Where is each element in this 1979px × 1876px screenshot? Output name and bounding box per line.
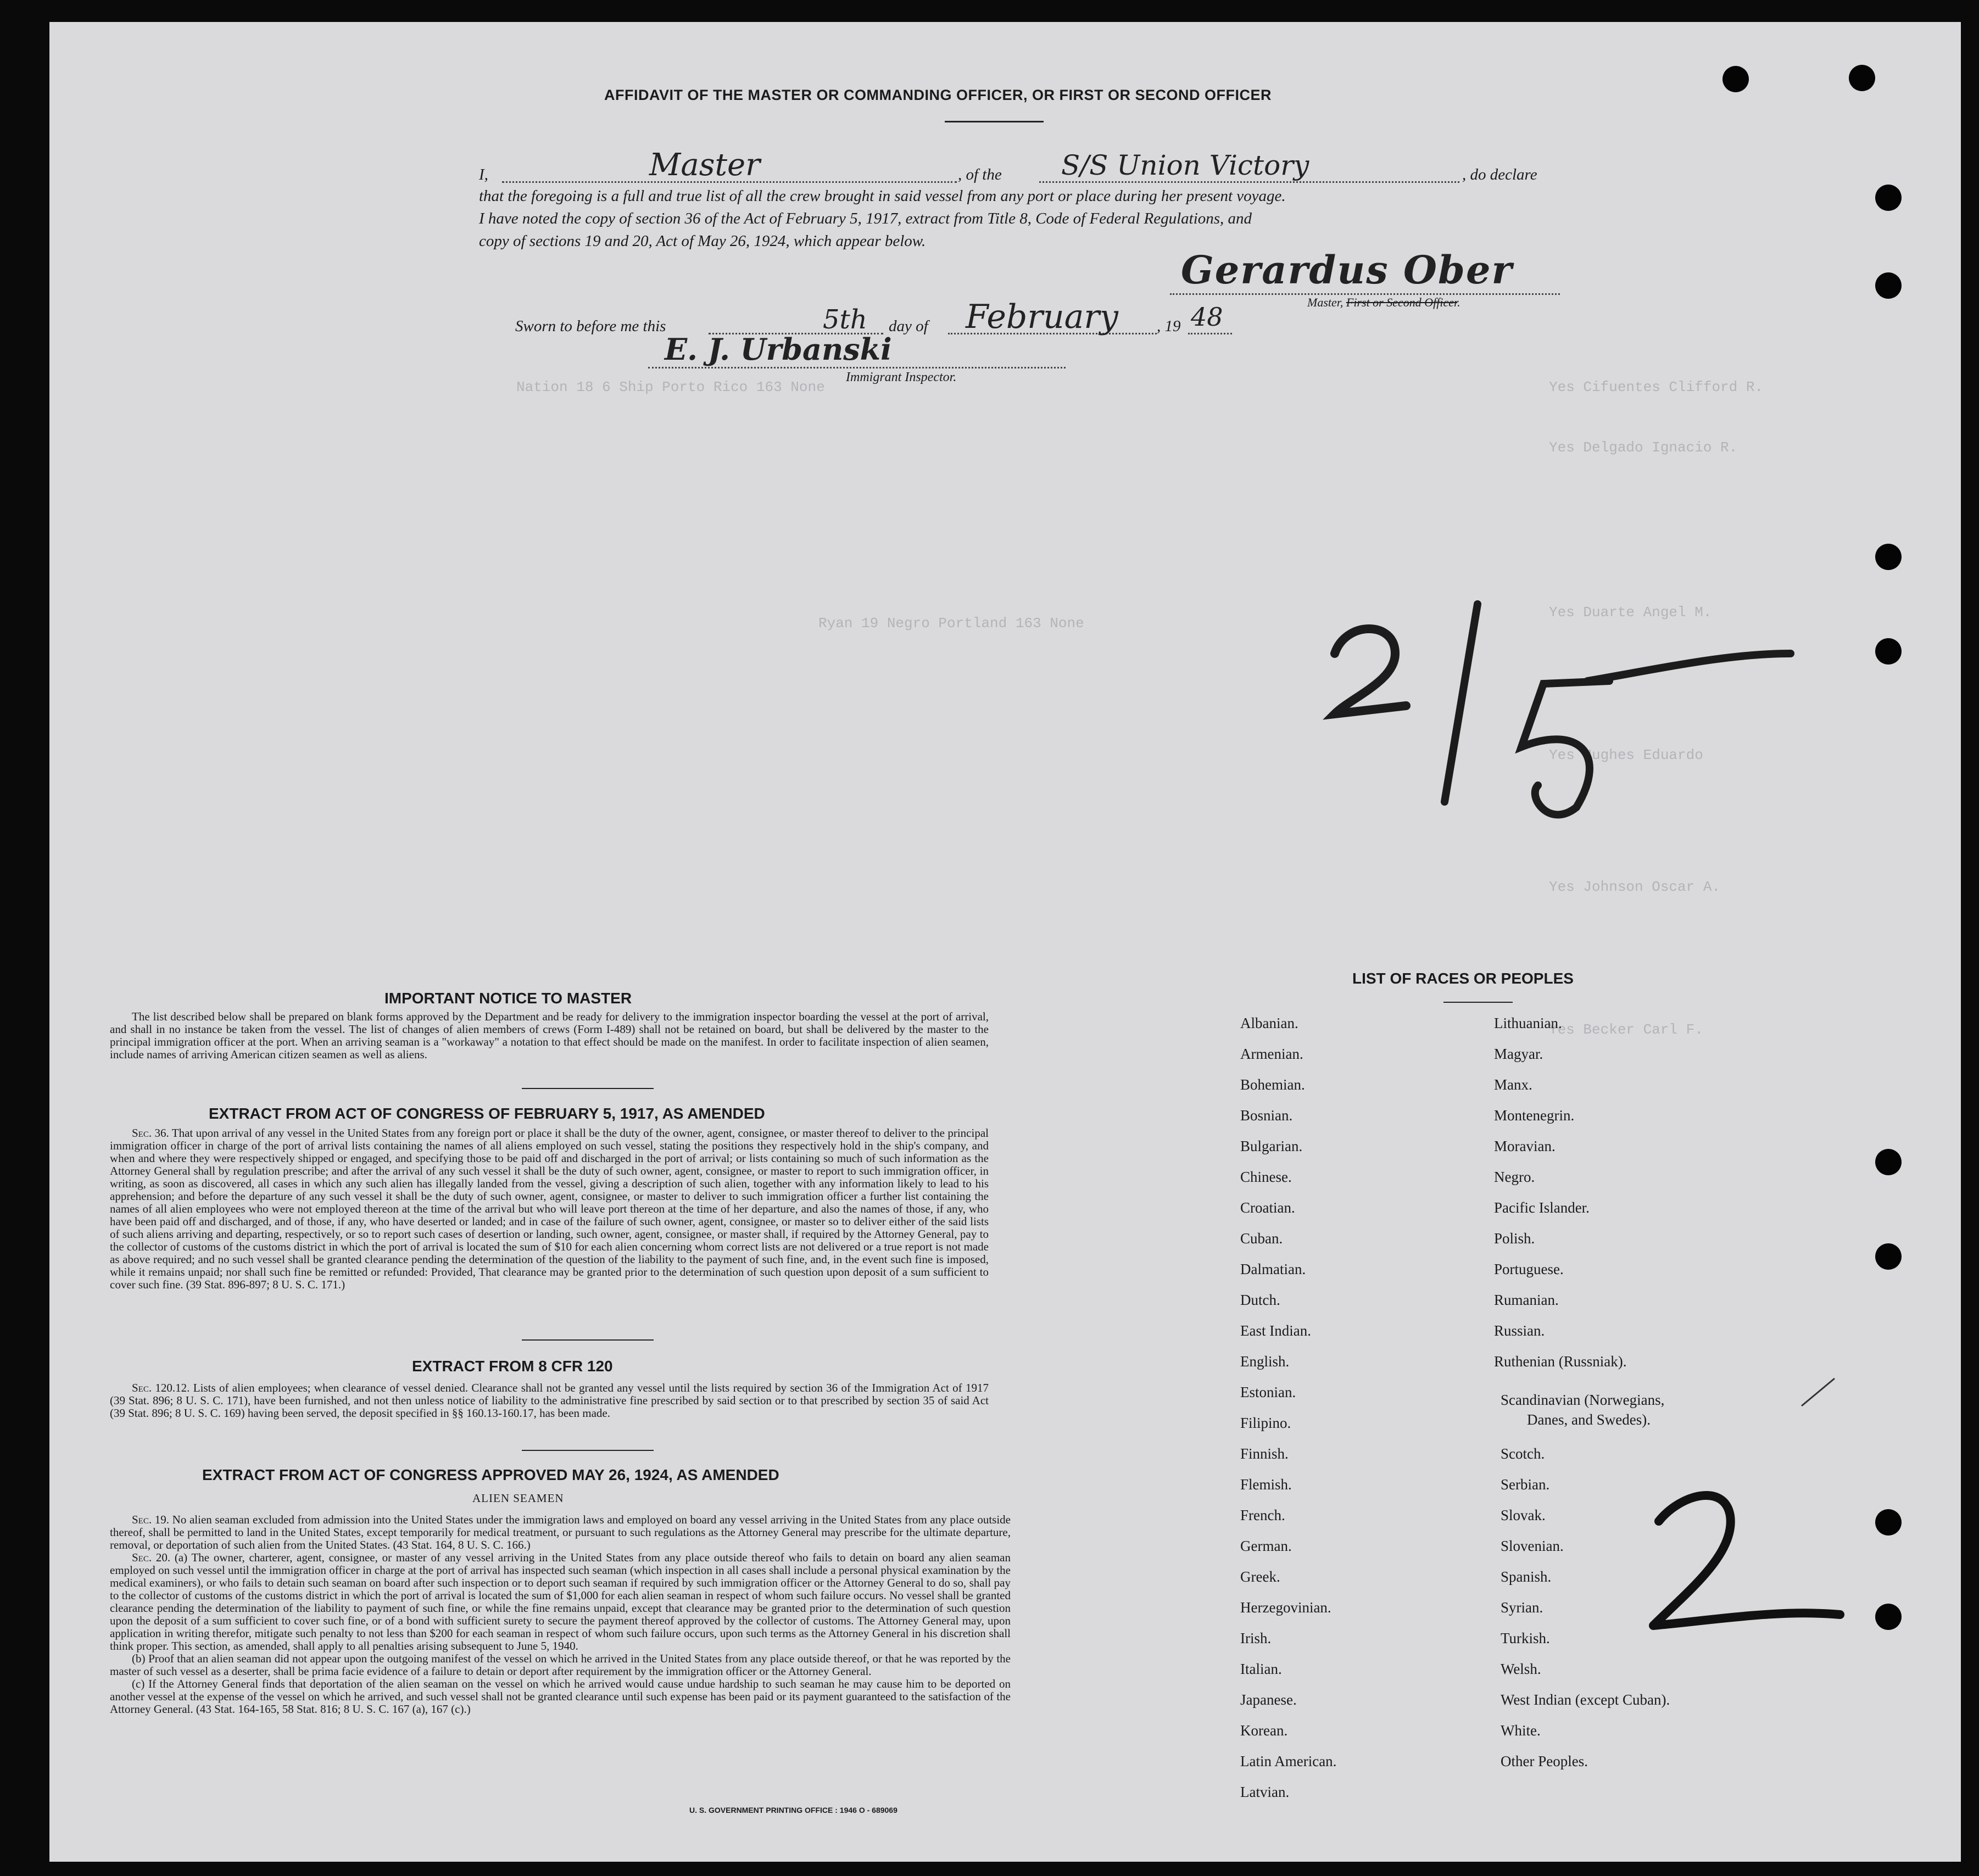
race-item: Welsh. [1501,1661,1541,1677]
punch-hole [1875,185,1902,211]
race-item: Rumanian. [1494,1292,1559,1308]
punch-hole [1722,66,1749,92]
document-page: Yes Cifuentes Clifford R. Yes Delgado Ignacio R. Yes Duarte Angel M. Yes Hughes Eduardo Yes Johnson Oscar A. Yes Becker Carl F. Nation 18 6 Ship Porto Rico 163 None Ryan 19 Negro Portland 163 None AFFIDAVIT OF THE MASTER OR COMMANDING OFFICER, OR FIRST OR SECOND OFFICER I, Master , of the S/S Union Victory , do declare that the foregoing is a full and true list of all the crew brought in said vessel from any port or place during her present voyage. I have noted the copy of section 36 of the Act of February 5, 1917, extract from Title 8, Code of Federal Regulations, and copy of sections 19 and 20, Act of May 26, 1924, which appear below. Gerardus Ober Master, First or Second Officer. Sworn to before me this 5th day of February , 19 48 E. J. Urbanski Immigrant Inspector. IMPORTANT NOTICE TO MASTER The list described below shall be prepared on blank forms approved by the Department and be ready for delivery to the immigration inspector boarding the vessel at the port of arrival, and shall in no instance be taken from the vessel. The list of changes of alien members of crews (Form I-489) shall not be retained on board, but shall be delivered by the master to the principal immigration officer at the port. When an arriving seaman is a "workaway" a notation to that effect should be made on the manifest. In order to facilitate inspection of alien seamen, include names of arriving American citizen seamen as well as aliens. EXTRACT FROM ACT OF CONGRESS OF FEBRUARY 5, 1917, AS AMENDED Sec. 36. That upon arrival of any vessel in the United States from any foreign port or place it shall be the duty of the owner, agent, consignee, or master thereof to deliver to the principal immigration officer in charge of the port of arrival lists containing the names of all aliens employed on such vessel, stating the positions they respectively hold in the ship's company, and when and where they were respectively shipped or engaged, and specifying those to be paid off and discharged in the port of arrival; or lists containing so much of such information as the Attorney General shall by regulation prescribe; and after the arrival of any such vessel it shall be the duty of such owner, agent, consignee, or master to report to such immigration officer, in writing, as soon as discovered, all cases in which any such alien has illegally landed from the vessel, giving a description of such alien, together with any information likely to lead to his apprehension; and before the departure of any such vessel it shall be the duty of such owner, agent, consignee, or master to deliver to such immigration officer a further list containing the names of all alien employees who were not employed thereon at the time of the arrival but who will leave port thereon at the time of her departure, and also the names of those, if any, who have been paid off and discharged, and of those, if any, who have deserted or landed; and in case of the failure of such owner, agent, consignee, or master so to deliver either of the said lists of such aliens arriving and departing, respectively, or so to report such cases of desertion or landing, such owner, agent, consignee, or master shall, if required by the Attorney General, pay to the collector of customs of the customs district in which the port of arrival is located the sum of $10 for each alien concerning whom correct lists are not delivered or a true report is not made as above required; and no such vessel shall be granted clearance pending the determination of the question of the liability to the payment of such fine, and, in the event such fine is imposed, while it remains unpaid; nor shall such fine be remitted or refunded: Provided, That clearance may be granted prior to the determination of such question upon deposit of a sum sufficient to cover such fine. (39 Stat. 896-897; 8 U. S. C. 171.) EXTRACT FROM 8 CFR 120 Sec. 120.12. Lists of alien employees; when clearance of vessel denied. Clearance shall not be granted any vessel until the lists required by section 36 of the Immigration Act of 1917 (39 Stat. 896; 8 U. S. C. 171), have been furnished, and not then unless notice of liability to the administrative fine prescribed by said section or to that prescribed by section 35 of said Act (39 Stat. 896; 8 U. S. C. 169) having been served, the deposit specified in §§ 160.13-160.17, has been made. EXTRACT FROM ACT OF CONGRESS APPROVED MAY 26, 1924, AS AMENDED ALIEN SEAMEN Sec. 19. No alien seaman excluded from admission into the United States under the immigration laws and employed on board any vessel arriving in the United States from any place outside thereof, shall be permitted to land in the United States, except temporarily for medical treatment, or pursuant to such regulations as the Attorney General may prescribe for the ultimate departure, removal, or deportation of such alien from the United States. (43 Stat. 164, 8 U. S. C. 166.) Sec. 20. (a) The owner, charterer, agent, consignee, or master of any vessel arriving in the United States from any place outside thereof who fails to detain on board any alien seaman employed on such vessel until the immigration officer in charge at the port of arrival has inspected such seaman (which inspection in all cases shall include a personal physical examination by the medical examiners), or who fails to detain such seaman on board after such inspection or to deport such seaman if required by such immigration officer or the Attorney General to do so, shall pay to the collector of customs of the customs district in which the port of arrival is located the sum of $1,000 for each alien seaman in respect of whom such failure occurs. No vessel shall be granted clearance pending the determination of the liability to payment of such fine, or while the fine remains unpaid, except that clearance may be granted prior to the determination of such question upon the deposit of a sum sufficient to cover such fine, or of a bond with sufficient surety to secure the payment thereof approved by the collector of customs. The Attorney General may, upon application in writing therefor, mitigate such penalty to not less than $200 for each seaman in respect of whom such failure occurs, upon such terms as the Attorney General in his discretion shall think proper. This section, as amended, shall apply to all penalties arising subsequent to June 5, 1940. (b) Proof that an alien seaman did not appear upon the outgoing manifest of the vessel on which he arrived in the United States from any place outside thereof, or that he was reported by the master of such vessel as a deserter, shall be prima facie evidence of a failure to detain or deport after requirement by the immigration officer or the Attorney General. (c) If the Attorney General finds that deportation of the alien seaman on the vessel on which he arrived would cause undue hardship to such seaman he may cause him to be deported on another vessel at the expense of the vessel on which he arrived, and such vessel shall not be granted clearance until such expense has been paid or its payment guaranteed to the satisfaction of the Attorney General. (43 Stat. 164-165, 58 Stat. 816; 8 U. S. C. 167 (a), 167 (c).) U. S. GOVERNMENT PRINTING OFFICE : 1946 O - 689069 LIST OF RACES OR PEOPLES Albanian. Armenian. Bohemian. Bosnian. Bulgarian. Chinese. Croatian. Cuban. Dalmatian. Dutch. East Indian. English. Estonian. Filipino. Finnish. Flemish. French. German. Greek. Herzegovinian. Irish. Italian. Japanese. Korean. Latin American. Latvian. Lithuanian. Magyar. Manx. Montenegrin. Moravian. Negro. Pacific Islander. Polish. Portuguese. Rumanian. Russian. Ruthenian (Russniak). Scandinavian (Norwegians, Danes, and Swedes). Scotch. Serbian. Slovak. Slovenian. Spanish. Syrian. Turkish. Welsh. West Indian (except Cuban). White. Other Peoples. [49,22,1961,1862]
inspector-signature: E. J. Urbanski [665,332,892,367]
handwritten-fraction [1313,571,1807,835]
race-item: Serbian. [1501,1476,1550,1493]
signature-caption-prefix: Master, [1307,295,1344,309]
handwritten-fraction-text [1379,654,1380,655]
race-item: Irish. [1240,1630,1272,1646]
year-prefix: , 19 [1157,317,1181,335]
notice-body: The list described below shall be prepared on blank forms approved by the Department and be ready for delivery to the immigration inspector boarding the vessel at the port of arrival, and shall in no instance be taken from the vessel. The list of changes of alien members of crews (Form I-489) shall not be retained on board, but shall be delivered by the master to the principal immigration officer at the port. When an arriving seaman is a "workaway" a notation to that effect should be made on the manifest. In order to facilitate inspection of alien seamen, include names of arriving American citizen seamen as well as aliens. [110,1010,989,1061]
declaration-line-4: copy of sections 19 and 20, Act of May 26, 1924, which appear below. [479,232,926,250]
declaration-line-2: that the foregoing is a full and true list of all the crew brought in said vessel from any port or place during her present voyage. [479,187,1286,205]
race-item: Italian. [1240,1661,1282,1677]
extract-cfr-rule [522,1450,654,1451]
month-handwritten: February [966,298,1118,336]
race-item: English. [1240,1353,1290,1370]
race-item: Turkish. [1501,1630,1550,1646]
pencil-mark [1796,1373,1840,1417]
master-signature: Gerardus Ober [1181,247,1513,293]
race-item: German. [1240,1538,1292,1554]
race-item: Latin American. [1240,1753,1337,1769]
role-handwritten: Master [649,147,760,183]
punch-hole [1875,272,1902,299]
race-item: Dutch. [1240,1292,1280,1308]
sec20a-text: (a) The owner, charterer, agent, consignee, or master of any vessel arriving in the United States from any place outside thereof who fails to detain on board any alien seaman employed on such vessel until the immigration officer in charge at the port of arrival has inspected such seaman (which inspection in all cases shall include a personal physical examination by the medical examiners), or who fails to detain such seaman on board after such inspection or to deport such seaman if required by such immigration officer or the Attorney General to do so, shall pay to the collector of customs of the customs district in which the port of arrival is located the sum of $1,000 for each alien seaman in respect of whom such failure occurs. No vessel shall be granted clearance pending the determination of the liability to payment of such fine, or while the fine remains unpaid, except that clearance may be granted prior to the determination of such question upon the deposit of a sum sufficient to cover such fine, or of a bond with sufficient surety to secure the payment thereof approved by the collector of customs. The Attorney General may, upon application in writing therefor, mitigate such penalty to not less than $200 for each seaman in respect of whom such failure occurs, upon such terms as the Attorney General in his discretion shall think proper. This section, as amended, shall apply to all penalties arising subsequent to June 5, 1940. [110,1551,1011,1652]
extract-1924-body [110,1514,1011,1716]
sec120-label: Sec. 120.12. [132,1381,190,1394]
race-item: Estonian. [1240,1384,1296,1400]
race-item: French. [1240,1507,1285,1523]
extract-cfr-body [110,1382,989,1420]
sec19-label: Sec. 19. [132,1513,169,1526]
signature-caption-struck: First or Second Officer [1346,295,1458,309]
vessel-handwritten: S/S Union Victory [1061,149,1309,181]
races-title: LIST OF RACES OR PEOPLES [1352,970,1574,987]
sec20a-paragraph [110,1551,1011,1652]
race-item: Cuban. [1240,1230,1283,1247]
extract-1917-body [110,1127,989,1291]
inspector-caption: Immigrant Inspector. [846,370,957,384]
alien-seamen-subtitle: ALIEN SEAMEN [472,1492,564,1505]
race-item: Flemish. [1240,1476,1292,1493]
race-item: Polish. [1494,1230,1535,1247]
affidavit-title: AFFIDAVIT OF THE MASTER OR COMMANDING OFFICER, OR FIRST OR SECOND OFFICER [604,87,1272,103]
extract-cfr-title: EXTRACT FROM 8 CFR 120 [412,1358,613,1375]
race-item: Portuguese. [1494,1261,1564,1277]
race-item: Moravian. [1494,1138,1556,1154]
declaration-i: I, [479,166,488,183]
race-item: Greek. [1240,1568,1280,1585]
sec19-text: No alien seaman excluded from admission into the United States under the immigration laws and employed on board any vessel arriving in the United States from any place outside thereof, shall be permitted to land in the United States, except temporarily for medical treatment, or pursuant to such regulations as the Attorney General may prescribe for the ultimate departure, removal, or deportation of such alien from the United States. (43 Stat. 164, 8 U. S. C. 166.) [110,1513,1011,1551]
sec19-paragraph [110,1514,1011,1551]
race-item: West Indian (except Cuban). [1501,1691,1670,1708]
handwritten-page-number-text [1686,1560,1687,1561]
race-item: Chinese. [1240,1169,1292,1185]
races-rule [1443,1002,1513,1003]
sec36-label: Sec. 36. [132,1126,169,1140]
day-handwritten: 5th [823,304,867,335]
race-item: Manx. [1494,1076,1532,1093]
sworn-line [515,291,1339,335]
race-item: Armenian. [1240,1046,1303,1062]
race-item: Scandinavian (Norwegians, [1501,1392,1665,1408]
day-of-text: day of [889,317,928,335]
sec36-text: That upon arrival of any vessel in the United States from any foreign port or place it shall be the duty of the owner, agent, consignee, or master thereof to deliver to the principal immigration officer in charge of the port of arrival lists containing the names of all aliens employed on such vessel, stating the positions they respectively hold in the ship's company, and when and where they were respectively shipped or engaged, and specifying those to be paid off and discharged in the port of arrival; or lists containing so much of such information as the Attorney General shall by regulation prescribe; and after the arrival of any such vessel it shall be the duty of such owner, agent, consignee, or master to report to such immigration officer, in writing, as soon as discovered, all cases in which any such alien has illegally landed from the vessel, giving a description of such alien, together with any information likely to lead to his apprehension; and before the departure of any such vessel it shall be the duty of such owner, agent, consignee, or master to deliver to such immigration officer a further list containing the names of all alien employees who were not employed thereon at the time of the arrival but who will leave port thereon at the time of her departure, and also the names of those, if any, who have been paid off and discharged, and of those, if any, who have deserted or landed; and in case of the failure of such owner, agent, consignee, or master so to deliver either of the said lists of such aliens arriving and departing, respectively, or so to report such cases of desertion or landing, such owner, agent, consignee, or master shall, if required by the Attorney General, pay to the collector of customs of the customs district in which the port of arrival is located the sum of $10 for each alien concerning whom correct lists are not delivered or a true report is not made as above required; and no such vessel shall be granted clearance pending the determination of the question of the liability to the payment of such fine, and, in the event such fine is imposed, while it remains unpaid; nor shall such fine be remitted or refunded: Provided, That clearance may be granted prior to the determination of such question upon deposit of a sum sufficient to cover such fine. (39 Stat. 896-897; 8 U. S. C. 171.) [110,1126,989,1291]
notice-rule [522,1088,654,1089]
year-dotline [1188,333,1232,334]
do-declare-text: , do declare [1462,166,1537,183]
notice-title: IMPORTANT NOTICE TO MASTER [384,990,632,1007]
sec120-text: Lists of alien employees; when clearance of vessel denied. Clearance shall not be granted any vessel until the lists required by section 36 of the Immigration Act of 1917 (39 Stat. 896; 8 U. S. C. 171), have been furnished, and not then unless notice of liability to the administrative fine prescribed by said section or to that prescribed by section 35 of said Act (39 Stat. 896; 8 U. S. C. 169) having been served, the deposit specified in §§ 160.13-160.17, has been made. [110,1381,989,1420]
punch-hole [1849,65,1875,91]
declaration-line-1 [479,147,1539,183]
race-item: East Indian. [1240,1322,1311,1339]
race-item: Other Peoples. [1501,1753,1588,1769]
title-rule [945,121,1044,122]
race-item: Japanese. [1240,1691,1297,1708]
punch-hole [1875,1243,1902,1270]
extract-1924-title: EXTRACT FROM ACT OF CONGRESS APPROVED MAY 26, 1924, AS AMENDED [202,1466,779,1483]
punch-hole [1875,638,1902,665]
race-item: Slovenian. [1501,1538,1564,1554]
race-item: Herzegovinian. [1240,1599,1331,1616]
race-item: Magyar. [1494,1046,1543,1062]
handwritten-page-number [1620,1472,1851,1648]
sec20b-paragraph: (b) Proof that an alien seaman did not appear upon the outgoing manifest of the vessel on which he arrived in the United States from any place outside thereof, or that he was reported by the master of such vessel as a deserter, shall be prima facie evidence of a failure to detain or deport after requirement by the immigration officer or the Attorney General. [110,1652,1011,1678]
race-item: Latvian. [1240,1784,1290,1800]
race-item: Pacific Islander. [1494,1199,1590,1216]
race-item: Bohemian. [1240,1076,1305,1093]
race-item: Finnish. [1240,1445,1289,1462]
race-item: Korean. [1240,1722,1288,1739]
race-item: Montenegrin. [1494,1107,1575,1124]
sworn-prefix: Sworn to before me this [515,317,666,335]
race-item: Filipino. [1240,1415,1291,1431]
race-item: Scotch. [1501,1445,1545,1462]
race-item: Ruthenian (Russniak). [1494,1353,1627,1370]
inspector-dotline [648,367,1066,369]
race-item: Bulgarian. [1240,1138,1303,1154]
sec20-label: Sec. 20. [132,1551,171,1564]
punch-hole [1875,1604,1902,1630]
race-item: Spanish. [1501,1568,1552,1585]
race-item: Danes, and Swedes). [1527,1411,1651,1428]
printer-imprint: U. S. GOVERNMENT PRINTING OFFICE : 1946 O - 689069 [689,1806,897,1814]
sec20c-paragraph: (c) If the Attorney General finds that deportation of the alien seaman on the vessel on which he arrived would cause undue hardship to such seaman he may cause him to be deported on another vessel at the expense of the vessel on which he arrived, and such vessel shall not be granted clearance until such expense has been paid or its payment guaranteed to the satisfaction of the Attorney General. (43 Stat. 164-165, 58 Stat. 816; 8 U. S. C. 167 (a), 167 (c).) [110,1677,1011,1716]
race-item: Croatian. [1240,1199,1295,1216]
race-item: Bosnian. [1240,1107,1293,1124]
extract-1917-rule [522,1339,654,1341]
vessel-dotline [1039,181,1459,183]
race-item: Dalmatian. [1240,1261,1306,1277]
punch-hole [1875,1509,1902,1536]
race-item: White. [1501,1722,1541,1739]
extract-1917-title: EXTRACT FROM ACT OF CONGRESS OF FEBRUARY 5, 1917, AS AMENDED [209,1105,765,1122]
race-item: Syrian. [1501,1599,1543,1616]
race-item: Russian. [1494,1322,1545,1339]
punch-hole [1875,1149,1902,1175]
year-handwritten: 48 [1191,302,1223,332]
declaration-line-3: I have noted the copy of section 36 of the Act of February 5, 1917, extract from Title 8, Code of Federal Regulations, and [479,210,1252,227]
punch-hole [1875,544,1902,570]
race-item: Slovak. [1501,1507,1546,1523]
race-item: Albanian. [1240,1015,1298,1031]
signature-caption-suffix: . [1457,295,1460,309]
race-item: Negro. [1494,1169,1535,1185]
of-the-text: , of the [958,166,1002,183]
race-item: Lithuanian. [1494,1015,1562,1031]
